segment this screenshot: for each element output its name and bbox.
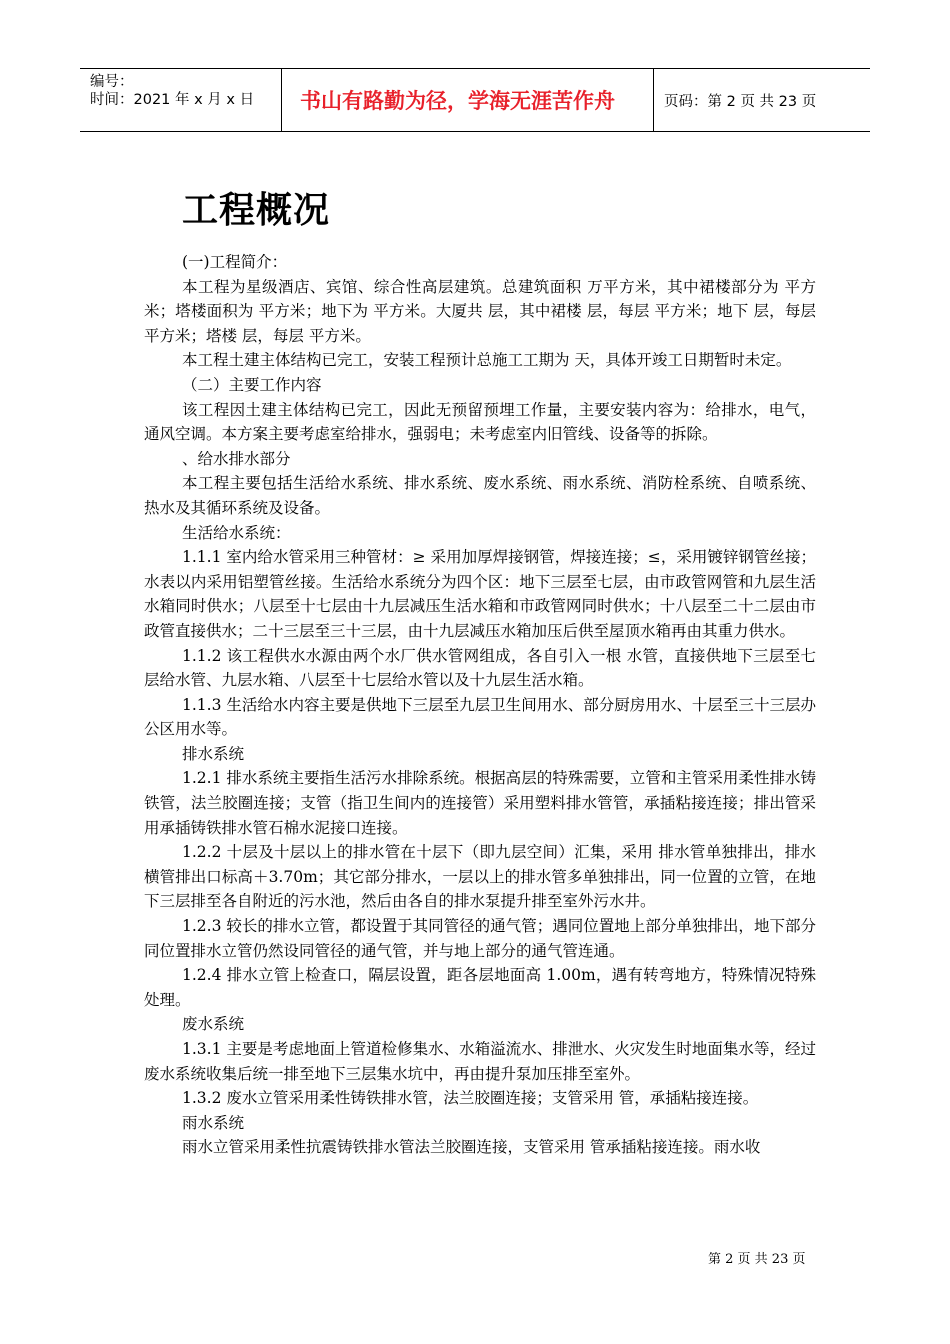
header-date: 时间：2021 年 x 月 x 日 bbox=[90, 92, 255, 108]
header-code-label: 编号： bbox=[90, 74, 134, 90]
paragraph: 废水系统 bbox=[182, 1015, 245, 1034]
paragraph: 本工程为星级酒店、宾馆、综合性高层建筑。总建筑面积 万平方米，其中裙楼部分为 平方米；塔楼面积为 平方米；地下为 平方米。大厦共 层，其中裙楼 层，每层 平方米；地下 层，每层 平方米；塔楼 层，每层 平方米。 bbox=[144, 277, 816, 345]
paragraph: 排水系统 bbox=[182, 744, 245, 763]
paragraph: 1.1.1 室内给水管采用三种管材：≥ 采用加厚焊接钢管，焊接连接；≤，采用镀锌钢管丝接；水表以内采用铝塑管丝接。生活给水系统分为四个区：地下三层至七层，由市政管网管和九层生活水箱同时供水；八层至十七层由十九层减压生活水箱和市政管网同时供水；十八层至二十二层由市政管直接供水；二十三层至三十三层，由十九层减压水箱加压后供至屋顶水箱再由其重力供水。 bbox=[144, 548, 816, 640]
paragraph: 1.2.1 排水系统主要指生活污水排除系统。根据高层的特殊需要，立管和主管采用柔性排水铸铁管，法兰胶圈连接；支管（指卫生间内的连接管）采用塑料排水管管，承插粘接连接；排出管采用承插铸铁排水管石棉水泥接口连接。 bbox=[144, 769, 816, 837]
paragraph: 、给水排水部分 bbox=[182, 449, 291, 468]
header-motto: 书山有路勤为径，学海无涯苦作舟 bbox=[282, 69, 654, 131]
document-body bbox=[144, 250, 816, 1160]
paragraph: 雨水系统 bbox=[182, 1113, 245, 1132]
paragraph: 雨水立管采用柔性抗震铸铁排水管法兰胶圈连接，支管采用 管承插粘接连接。雨水收 bbox=[182, 1138, 761, 1157]
paragraph: 1.3.2 废水立管采用柔性铸铁排水管，法兰胶圈连接；支管采用 管，承插粘接连接。 bbox=[182, 1089, 759, 1108]
paragraph: 本工程土建主体结构已完工，安装工程预计总施工工期为 天，具体开竣工日期暂时未定。 bbox=[182, 351, 792, 370]
paragraph: 该工程因土建主体结构已完工，因此无预留预埋工作量，主要安装内容为：给排水，电气，通风空调。本方案主要考虑室给排水，强弱电；未考虑室内旧管线、设备等的拆除。 bbox=[144, 400, 816, 444]
page-header bbox=[80, 68, 870, 132]
paragraph: 1.1.2 该工程供水水源由两个水厂供水管网组成，各自引入一根 水管，直接供地下三层至七层给水管、九层水箱、八层至十七层给水管以及十九层生活水箱。 bbox=[144, 646, 816, 690]
page-footer: 第 2 页 共 23 页 bbox=[708, 1252, 806, 1267]
paragraph: 1.2.2 十层及十层以上的排水管在十层下（即九层空间）汇集，采用 排水管单独排出，排水横管排出口标高＋3.70m；其它部分排水，一层以上的排水管多单独排出，同一位置的立管，在地下三层排至各自附近的污水池，然后由各自的排水泵提升排至室外污水井。 bbox=[144, 843, 816, 911]
paragraph: 1.2.4 排水立管上检查口，隔层设置，距各层地面高 1.00m，遇有转弯地方，特殊情况特殊处理。 bbox=[144, 966, 816, 1009]
paragraph: 1.2.3 较长的排水立管，都设置于其同管径的通气管；遇同位置地上部分单独排出，地下部分同位置排水立管仍然设同管径的通气管，并与地上部分的通气管连通。 bbox=[144, 917, 816, 960]
paragraph: 本工程主要包括生活给水系统、排水系统、废水系统、雨水系统、消防栓系统、自喷系统、热水及其循环系统及设备。 bbox=[144, 474, 816, 517]
header-page-info: 页码：第 2 页 共 23 页 bbox=[664, 93, 817, 110]
paragraph: 1.3.1 主要是考虑地面上管道检修集水、水箱溢流水、排泄水、火灾发生时地面集水等，经过废水系统收集后统一排至地下三层集水坑中，再由提升泵加压排至室外。 bbox=[144, 1040, 816, 1083]
paragraph: 生活给水系统： bbox=[182, 523, 291, 542]
paragraph: (一)工程简介： bbox=[182, 253, 288, 271]
document-title: 工程概况 bbox=[182, 190, 331, 231]
paragraph: （二）主要工作内容 bbox=[182, 375, 322, 394]
paragraph: 1.1.3 生活给水内容主要是供地下三层至九层卫生间用水、部分厨房用水、十层至三十三层办公区用水等。 bbox=[144, 695, 816, 739]
header-meta bbox=[80, 69, 282, 131]
